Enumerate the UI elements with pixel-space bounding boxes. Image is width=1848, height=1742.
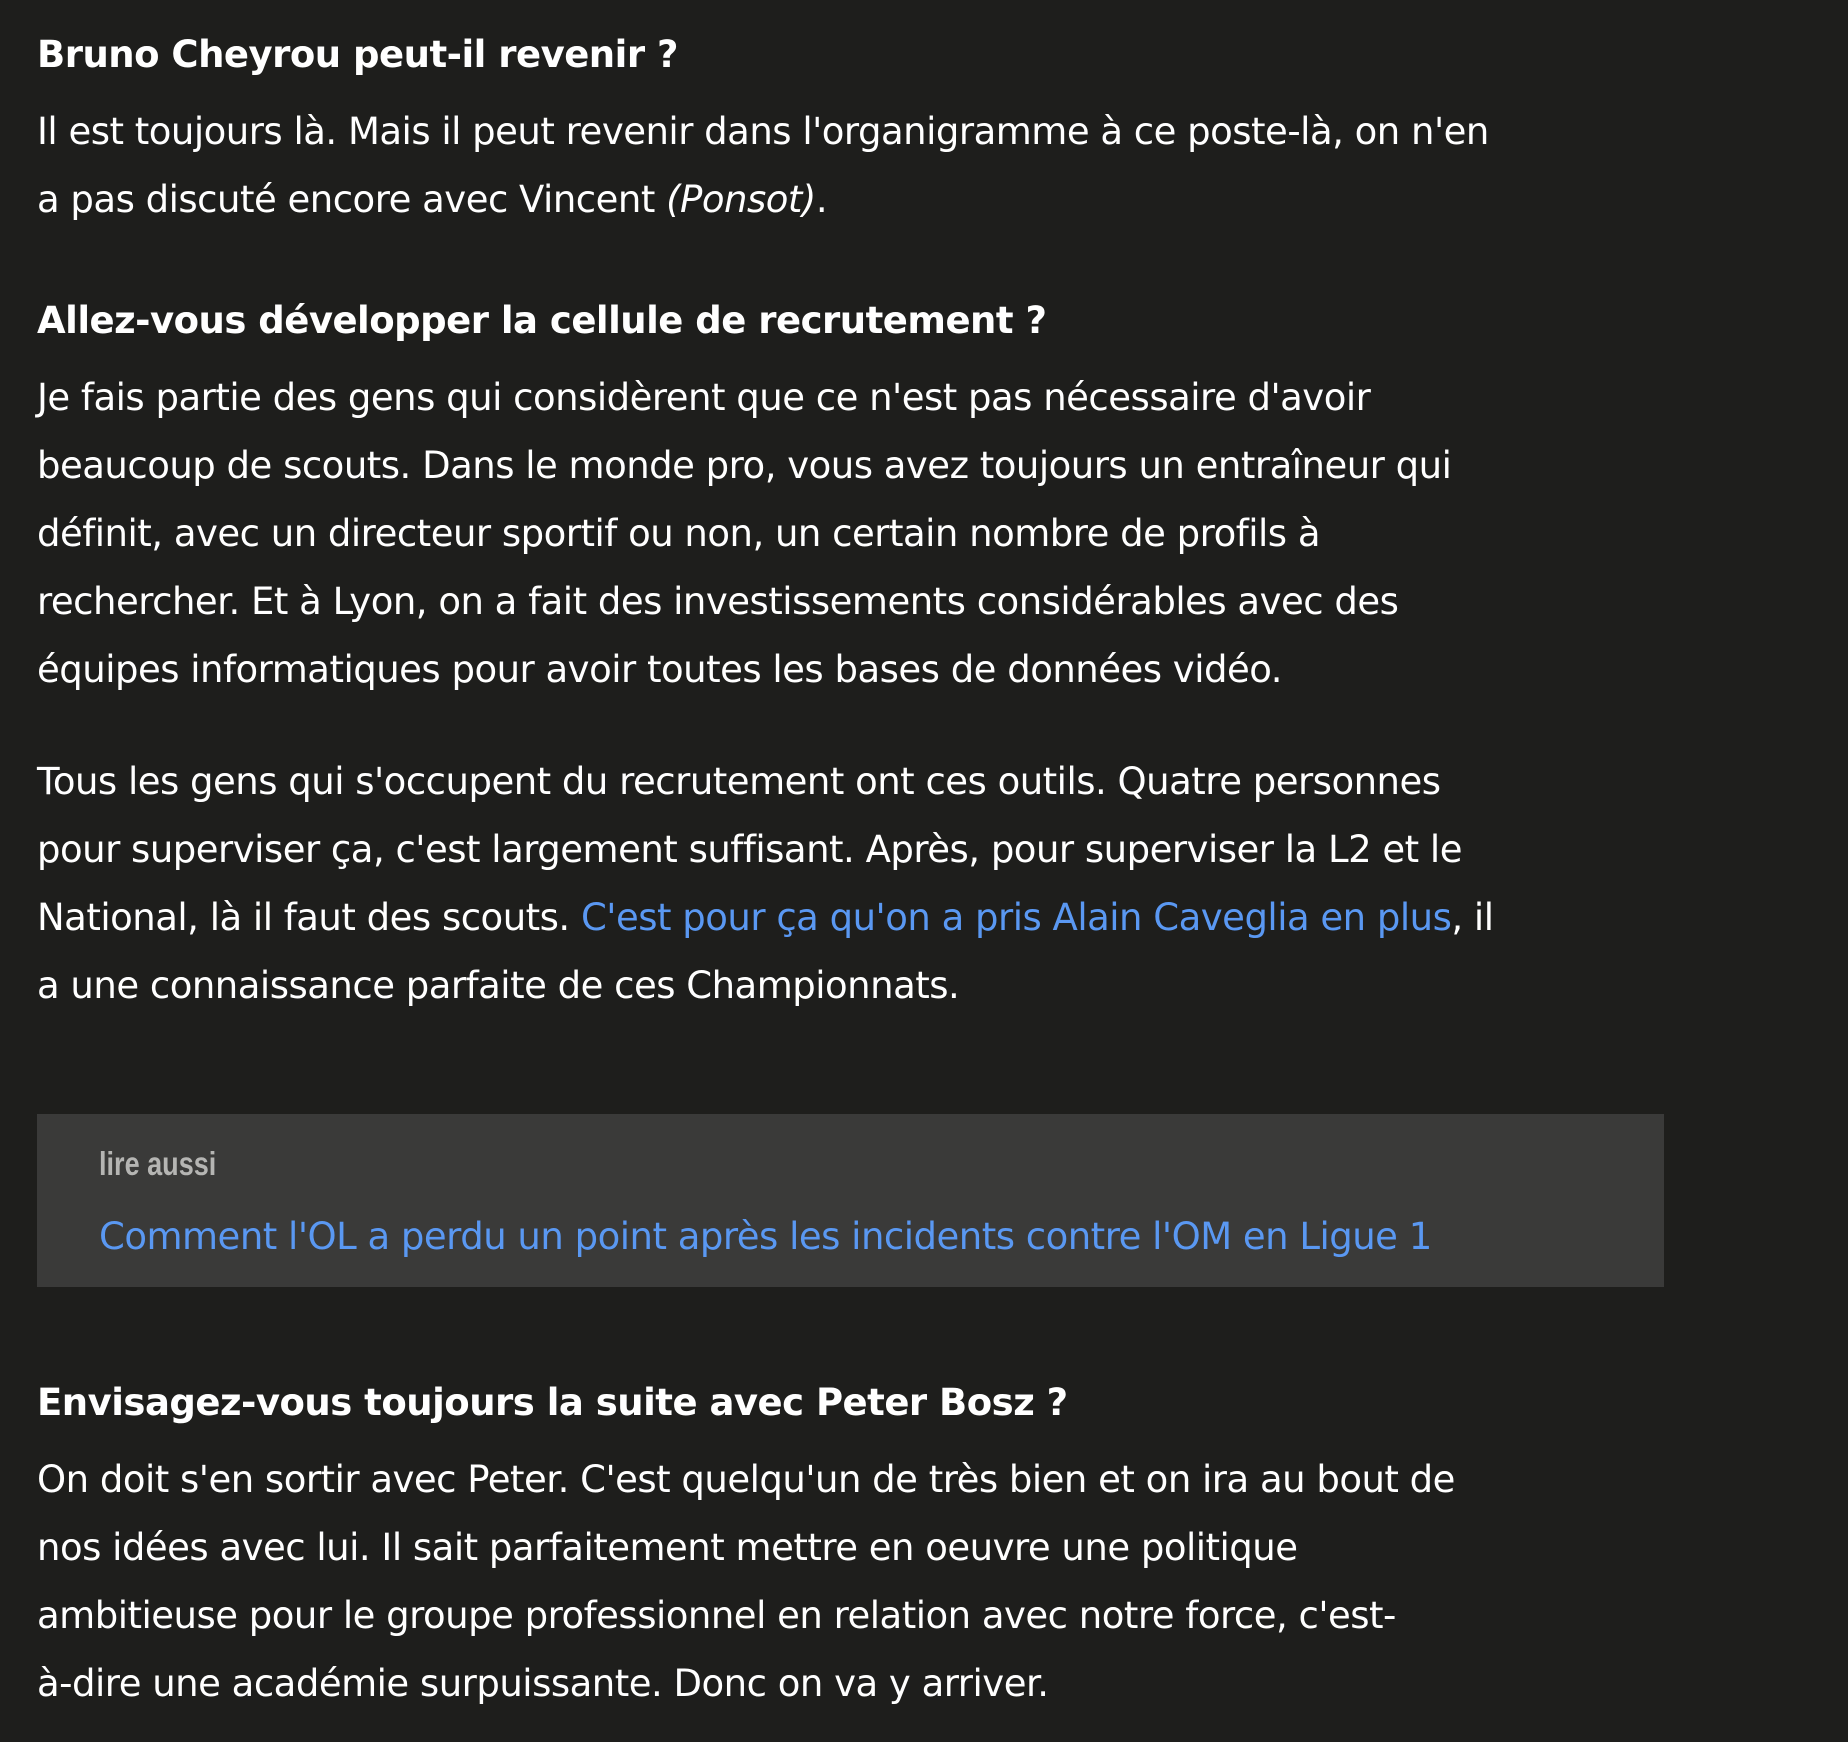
answer-text-end: , il xyxy=(1451,896,1494,939)
answer-peter-bosz xyxy=(37,1446,1677,1718)
answer-line: à-dire une académie surpuissante. Donc on va y arriver. xyxy=(37,1662,1049,1705)
answer-line: On doit s'en sortir avec Peter. C'est quelqu'un de très bien et on ira au bout de xyxy=(37,1458,1455,1501)
answer-bruno-cheyrou xyxy=(37,98,1677,234)
article-body xyxy=(37,30,1677,1020)
answer-recrutement-p2 xyxy=(37,748,1677,1020)
answer-line xyxy=(37,884,1677,952)
caveglia-article-link[interactable]: C'est pour ça qu'on a pris Alain Caveglia en plus xyxy=(580,896,1452,939)
answer-line: Tous les gens qui s'occupent du recrutement ont ces outils. Quatre personnes xyxy=(37,760,1441,803)
answer-line: équipes informatiques pour avoir toutes les bases de données vidéo. xyxy=(37,648,1282,691)
answer-line xyxy=(37,166,1677,234)
answer-line: pour superviser ça, c'est largement suffisant. Après, pour superviser la L2 et le xyxy=(37,828,1462,871)
question-peter-bosz: Envisagez-vous toujours la suite avec Peter Bosz ? xyxy=(37,1381,1068,1424)
related-article-link[interactable]: Comment l'OL a perdu un point après les incidents contre l'OM en Ligue 1 xyxy=(99,1215,1432,1258)
answer-recrutement-p1 xyxy=(37,364,1677,704)
answer-line: rechercher. Et à Lyon, on a fait des investissements considérables avec des xyxy=(37,580,1399,623)
related-article-box xyxy=(37,1114,1664,1287)
answer-line: ambitieuse pour le groupe professionnel en relation avec notre force, c'est- xyxy=(37,1594,1396,1637)
answer-line: beaucoup de scouts. Dans le monde pro, vous avez toujours un entraîneur qui xyxy=(37,444,1452,487)
answer-line: définit, avec un directeur sportif ou non, un certain nombre de profils à xyxy=(37,512,1320,555)
answer-line: a une connaissance parfaite de ces Championnats. xyxy=(37,964,960,1007)
section-peter-bosz xyxy=(37,1378,1677,1718)
question-bruno-cheyrou: Bruno Cheyrou peut-il revenir ? xyxy=(37,33,678,76)
answer-line: nos idées avec lui. Il sait parfaitement mettre en oeuvre une politique xyxy=(37,1526,1298,1569)
answer-italic-name: (Ponsot) xyxy=(666,178,816,221)
related-label: lire aussi xyxy=(99,1145,217,1182)
answer-line: Je fais partie des gens qui considèrent que ce n'est pas nécessaire d'avoir xyxy=(37,376,1371,419)
answer-text-end: . xyxy=(815,178,828,221)
question-recrutement: Allez-vous développer la cellule de recrutement ? xyxy=(37,299,1047,342)
answer-line: Il est toujours là. Mais il peut revenir dans l'organigramme à ce poste-là, on n'en xyxy=(37,110,1489,153)
answer-text: a pas discuté encore avec Vincent xyxy=(37,178,667,221)
answer-text: National, là il faut des scouts. xyxy=(37,896,581,939)
